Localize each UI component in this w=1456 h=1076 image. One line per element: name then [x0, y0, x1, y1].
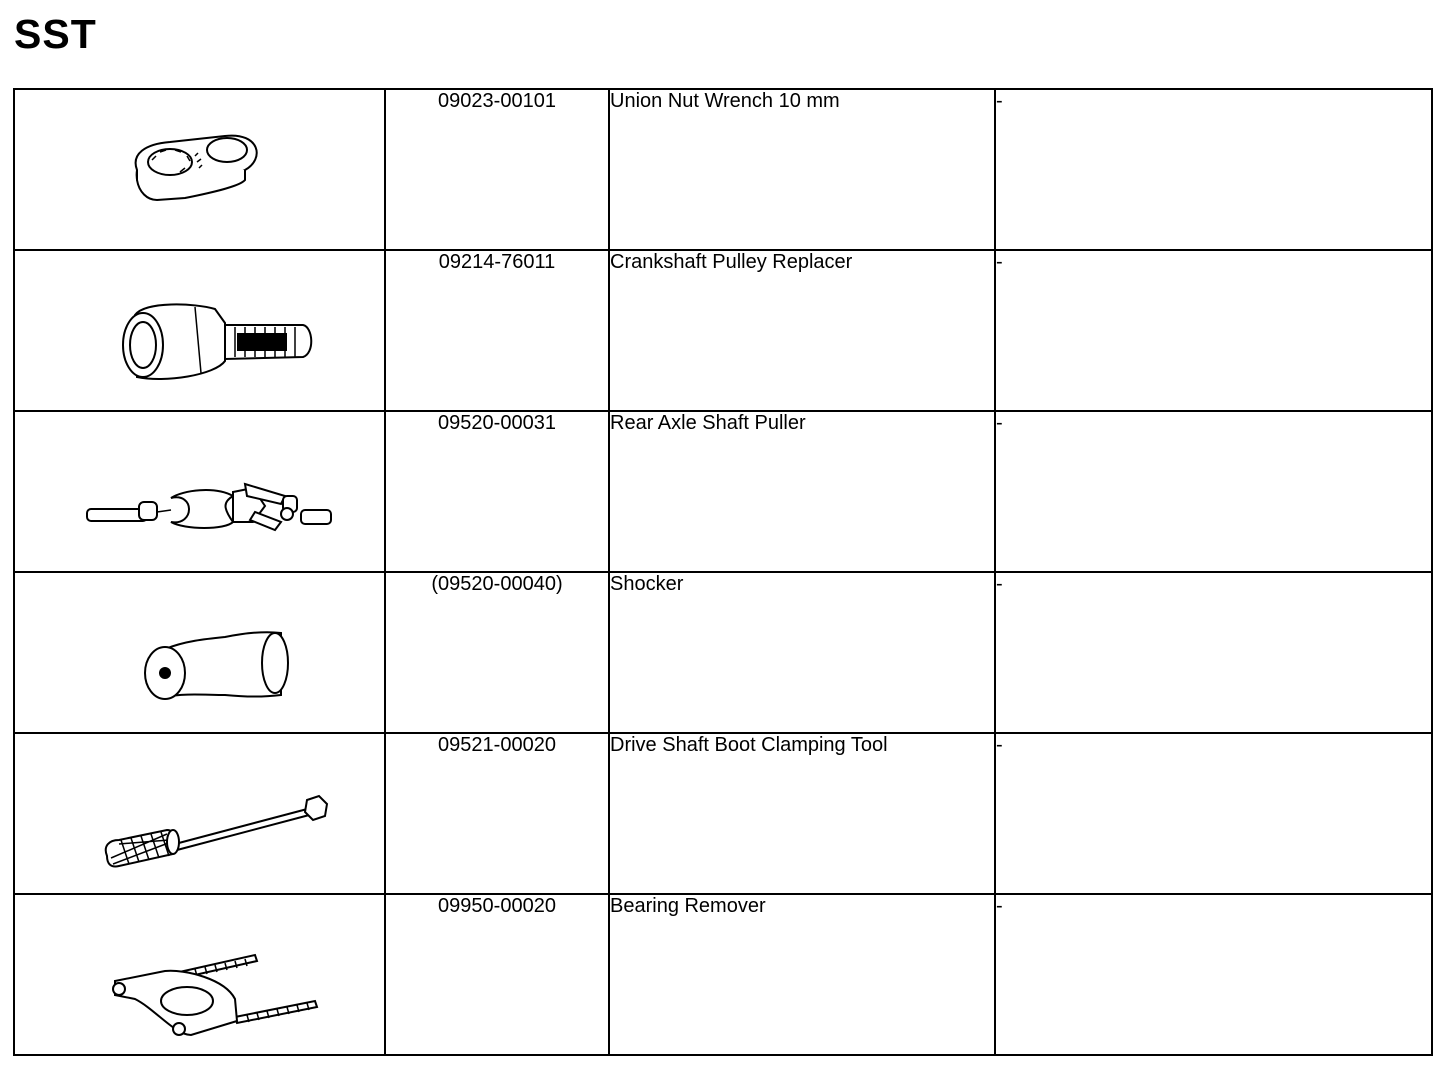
shocker-icon	[75, 587, 335, 717]
table-row	[14, 89, 1432, 250]
table-row	[14, 250, 1432, 411]
tool-name: Union Nut Wrench 10 mm	[609, 89, 995, 250]
tool-illustration-cell	[14, 572, 385, 733]
tool-remark: -	[995, 572, 1432, 733]
part-number: 09023-00101	[385, 89, 609, 250]
rear-axle-shaft-puller-icon	[75, 426, 335, 556]
tool-remark: -	[995, 411, 1432, 572]
tool-illustration-cell	[14, 894, 385, 1055]
table-row	[14, 733, 1432, 894]
tool-remark: -	[995, 894, 1432, 1055]
union-nut-wrench-icon	[75, 104, 335, 234]
table-row	[14, 572, 1432, 733]
part-number: 09950-00020	[385, 894, 609, 1055]
part-number: 09214-76011	[385, 250, 609, 411]
tool-illustration-cell	[14, 250, 385, 411]
drive-shaft-boot-clamping-tool-icon	[75, 748, 335, 878]
tool-name: Drive Shaft Boot Clamping Tool	[609, 733, 995, 894]
tool-name: Bearing Remover	[609, 894, 995, 1055]
table-row	[14, 411, 1432, 572]
tool-remark: -	[995, 733, 1432, 894]
part-number: 09520-00031	[385, 411, 609, 572]
tool-illustration-cell	[14, 411, 385, 572]
table-row	[14, 894, 1432, 1055]
crankshaft-pulley-replacer-icon	[75, 265, 335, 395]
tool-name: Crankshaft Pulley Replacer	[609, 250, 995, 411]
sst-table	[13, 88, 1433, 1056]
tool-name: Rear Axle Shaft Puller	[609, 411, 995, 572]
tool-name: Shocker	[609, 572, 995, 733]
part-number: 09521-00020	[385, 733, 609, 894]
bearing-remover-icon	[75, 909, 335, 1039]
tool-remark: -	[995, 89, 1432, 250]
tool-illustration-cell	[14, 733, 385, 894]
part-number: (09520-00040)	[385, 572, 609, 733]
tool-illustration-cell	[14, 89, 385, 250]
page-title: SST	[14, 11, 97, 57]
tool-remark: -	[995, 250, 1432, 411]
